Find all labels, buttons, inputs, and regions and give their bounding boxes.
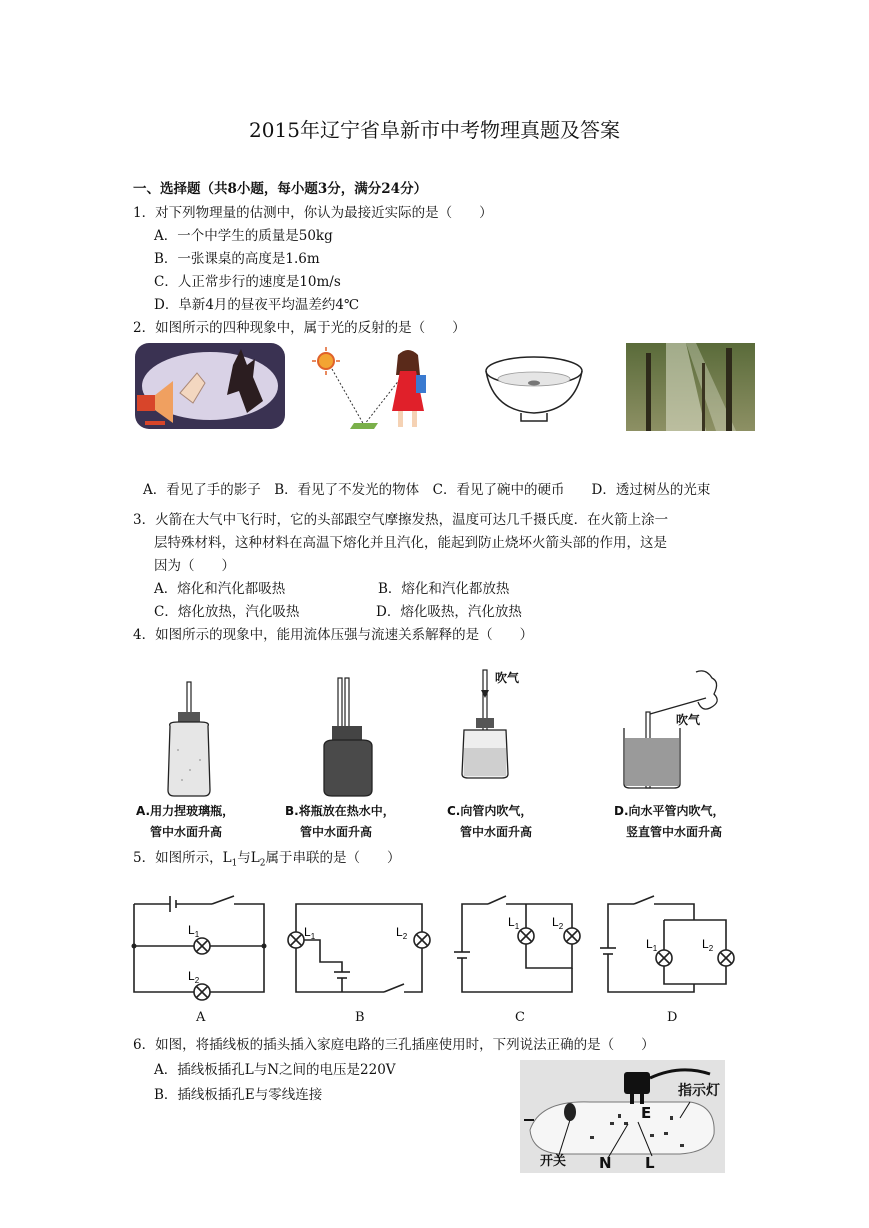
q6-label-e: E	[641, 1104, 652, 1122]
svg-text:L2: $L_2$	[702, 937, 714, 953]
q1-option-d: D．阜新4月的昼夜平均温差约4℃	[154, 297, 360, 313]
svg-text:L2: $L_2$	[188, 969, 200, 985]
q3-option-c: C．熔化放热，汽化吸热	[154, 604, 300, 620]
q2-image-forest-light	[626, 343, 755, 431]
q1-option-c: C．人正常步行的速度是10m/s	[154, 274, 341, 290]
q4-stem: 4．如图所示的现象中，能用流体压强与流速关系解释的是（ ）	[133, 627, 534, 643]
svg-text:L2: $L_2$	[552, 915, 564, 931]
q4-blow-label-c: 吹气	[495, 671, 520, 685]
q6-label-l: L	[645, 1154, 655, 1172]
svg-text:L1: $L_1$	[304, 925, 316, 941]
q5-circuit-d	[598, 892, 748, 1004]
svg-text:L1: $L_1$	[508, 915, 520, 931]
q4-caption-c1: C.向管内吹气，	[447, 804, 533, 818]
q4-figure-a-bottle-squeeze	[160, 680, 220, 798]
svg-text:L1: $L_1$	[188, 923, 200, 939]
q5-circuit-a	[130, 892, 270, 1004]
svg-text:L1: $L_1$	[646, 937, 658, 953]
q6-label-indicator: 指示灯	[678, 1083, 720, 1099]
q4-caption-d2: 竖直管中水面升高	[626, 825, 723, 839]
q5-label-d: D	[667, 1010, 678, 1025]
q2-image-bowl-coin	[483, 349, 585, 427]
q6-option-a: A．插线板插孔L与N之间的电压是220V	[154, 1062, 396, 1078]
q3-option-a: A．熔化和汽化都吸热	[154, 581, 286, 597]
q1-option-a: A．一个中学生的质量是50kg	[154, 228, 333, 244]
q2-image-girl-sun	[312, 345, 437, 437]
q5-stem: 5．如图所示，$L_1$与$L_2$属于串联的是（ ）	[133, 850, 401, 869]
section-heading: 一、选择题（共8小题，每小题3分，满分24分）	[133, 181, 428, 197]
q5-label-a: A	[196, 1010, 206, 1025]
q5-label-b: B	[355, 1010, 365, 1025]
q3-option-b: B．熔化和汽化都放热	[378, 581, 510, 597]
q2-stem: 2．如图所示的四种现象中，属于光的反射的是（ ）	[133, 320, 466, 336]
q3-option-d: D．熔化吸热，汽化放热	[376, 604, 522, 620]
q6-label-n: N	[599, 1154, 612, 1172]
q1-option-b: B．一张课桌的高度是1.6m	[154, 251, 320, 267]
q6-option-b: B．插线板插孔E与零线连接	[154, 1087, 323, 1103]
page-title: 2015年辽宁省阜新市中考物理真题及答案	[249, 118, 620, 142]
q2-image-hand-shadow	[135, 343, 285, 429]
q3-stem-line2: 层特殊材料，这种材料在高温下熔化并且汽化，能起到防止烧坏火箭头部的作用，这是	[154, 535, 667, 551]
q4-caption-a2: 管中水面升高	[150, 825, 223, 839]
q4-figure-d-horizontal-tube	[610, 668, 735, 790]
q3-stem-line3: 因为（ ）	[154, 558, 235, 574]
q1-stem: 1．对下列物理量的估测中，你认为最接近实际的是（ ）	[133, 205, 493, 221]
q4-caption-c2: 管中水面升高	[460, 825, 533, 839]
q3-stem-line1: 3．火箭在大气中飞行时，它的头部跟空气摩擦发热，温度可达几千摄氏度．在火箭上涂一	[133, 512, 669, 528]
q4-blow-label-d: 吹气	[676, 713, 701, 727]
q5-circuit-c	[452, 892, 592, 1004]
q6-stem: 6．如图，将插线板的插头插入家庭电路的三孔插座使用时，下列说法正确的是（ ）	[133, 1037, 655, 1053]
q4-figure-b-bottle-hot-water	[318, 676, 380, 798]
svg-text:L2: $L_2$	[396, 925, 408, 941]
q4-caption-a1: A.用力捏玻璃瓶，	[136, 804, 235, 818]
q6-label-switch: 开关	[540, 1154, 567, 1169]
q4-caption-d1: D.向水平管内吹气，	[614, 804, 725, 818]
q5-circuit-b	[286, 892, 434, 1004]
q5-label-c: C	[515, 1010, 525, 1025]
q4-caption-b1: B.将瓶放在热水中，	[285, 804, 395, 818]
q4-caption-b2: 管中水面升高	[300, 825, 373, 839]
q2-captions: A．看见了手的影子 B．看见了不发光的物体 C．看见了碗中的硬币 D．透过树丛的光束	[143, 482, 711, 498]
